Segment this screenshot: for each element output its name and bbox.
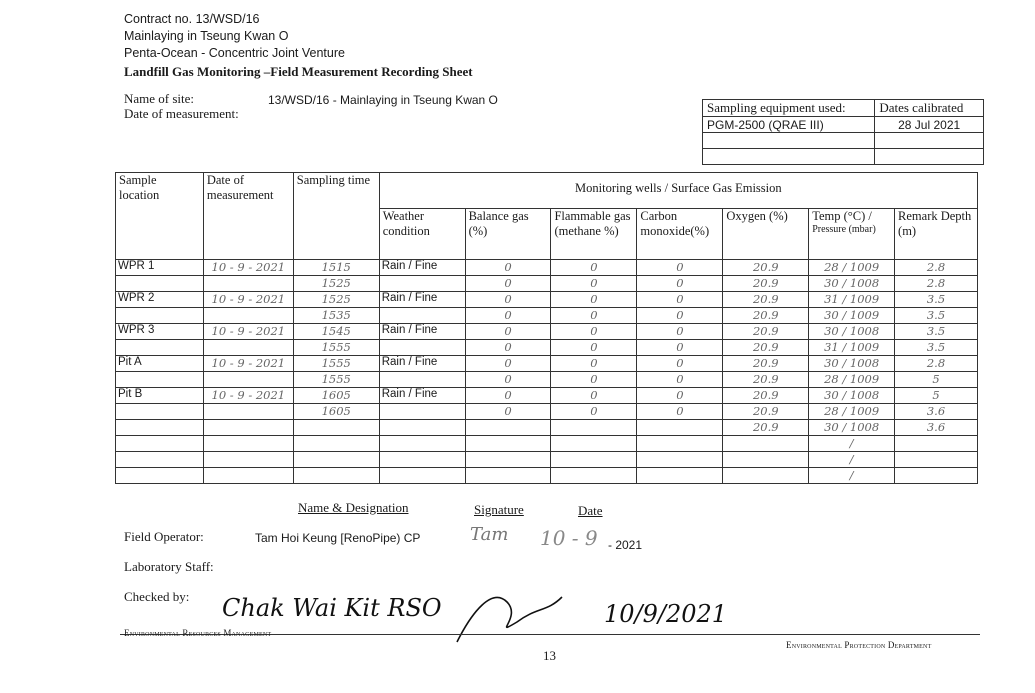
- cell-oxygen: 20.9: [723, 388, 809, 404]
- footer-right: Environmental Protection Department: [786, 640, 932, 650]
- cell-sample-location: [116, 308, 204, 324]
- cell-flammable-gas: 0: [551, 292, 637, 308]
- cell-carbon-monoxide: 0: [637, 292, 723, 308]
- cell-weather: [379, 468, 465, 484]
- cell-sampling-time: 1555: [293, 340, 379, 356]
- cell-balance-gas: 0: [465, 276, 551, 292]
- cell-sampling-time: 1525: [293, 276, 379, 292]
- cell-carbon-monoxide: 0: [637, 340, 723, 356]
- checked-date-hand: 10/9/2021: [604, 600, 728, 628]
- table-row: [116, 292, 978, 308]
- cell-flammable-gas: 0: [551, 324, 637, 340]
- date-header: Date: [578, 503, 603, 518]
- cell-sample-location: [116, 420, 204, 436]
- field-operator-name: Tam Hoi Keung [RenoPipe) CP: [255, 531, 421, 545]
- cell-date: [203, 436, 293, 452]
- cell-balance-gas: 0: [465, 292, 551, 308]
- cell-balance-gas: 0: [465, 356, 551, 372]
- table-row: [116, 388, 978, 404]
- cell-weather: [379, 372, 465, 388]
- table-row: [116, 404, 978, 420]
- laboratory-staff-label: Laboratory Staff:: [124, 559, 214, 574]
- cell-date: [203, 452, 293, 468]
- cell-date: 10 - 9 - 2021: [203, 324, 293, 340]
- calibrated-header: Dates calibrated: [875, 100, 984, 117]
- cell-balance-gas: 0: [465, 308, 551, 324]
- cell-oxygen: [723, 452, 809, 468]
- cell-balance-gas: 0: [465, 388, 551, 404]
- project-name: Mainlaying in Tseung Kwan O: [124, 29, 289, 43]
- cell-date: [203, 276, 293, 292]
- cell-flammable-gas: 0: [551, 260, 637, 276]
- cell-weather: [379, 276, 465, 292]
- cell-sampling-time: [293, 452, 379, 468]
- table-row: [116, 452, 978, 468]
- cell-flammable-gas: 0: [551, 276, 637, 292]
- table-row: [116, 356, 978, 372]
- cell-weather: [379, 308, 465, 324]
- cell-oxygen: 20.9: [723, 260, 809, 276]
- cell-sample-location: [116, 372, 204, 388]
- cell-sampling-time: [293, 468, 379, 484]
- cell-weather: [379, 404, 465, 420]
- cell-flammable-gas: 0: [551, 340, 637, 356]
- cell-flammable-gas: [551, 420, 637, 436]
- cell-oxygen: [723, 436, 809, 452]
- cell-carbon-monoxide: 0: [637, 404, 723, 420]
- cell-depth: 3.5: [895, 292, 978, 308]
- measurement-table: [115, 172, 978, 484]
- equipment-value: PGM-2500 (QRAE III): [703, 117, 875, 133]
- cell-temp-pressure: /: [809, 436, 895, 452]
- cell-depth: 3.5: [895, 340, 978, 356]
- site-name-label: Name of site:: [124, 91, 195, 106]
- contractor-name: Penta-Ocean - Concentric Joint Venture: [124, 46, 345, 60]
- calibrated-empty-cell: [875, 133, 984, 149]
- cell-sampling-time: [293, 420, 379, 436]
- cell-balance-gas: [465, 468, 551, 484]
- cell-sample-location: [116, 452, 204, 468]
- cell-balance-gas: 0: [465, 260, 551, 276]
- field-operator-label: Field Operator:: [124, 529, 204, 544]
- cell-sample-location: Pit A: [116, 356, 204, 372]
- cell-depth: 5: [895, 372, 978, 388]
- cell-carbon-monoxide: [637, 436, 723, 452]
- cell-depth: 3.6: [895, 420, 978, 436]
- table-row: [116, 260, 978, 276]
- cell-balance-gas: 0: [465, 372, 551, 388]
- cell-flammable-gas: 0: [551, 308, 637, 324]
- cell-weather: Rain / Fine: [379, 292, 465, 308]
- cell-depth: 3.5: [895, 324, 978, 340]
- cell-temp-pressure: 30 / 1009: [809, 308, 895, 324]
- cell-depth: [895, 436, 978, 452]
- date-of-measurement-label: Date of measurement:: [124, 106, 239, 121]
- cell-flammable-gas: [551, 436, 637, 452]
- contract-number: Contract no. 13/WSD/16: [124, 12, 260, 26]
- cell-flammable-gas: [551, 468, 637, 484]
- cell-carbon-monoxide: [637, 420, 723, 436]
- cell-sample-location: [116, 404, 204, 420]
- cell-sampling-time: 1555: [293, 372, 379, 388]
- equipment-table: [702, 99, 984, 165]
- signature-header: Signature: [474, 502, 524, 517]
- cell-temp-pressure: 30 / 1008: [809, 356, 895, 372]
- cell-sampling-time: 1535: [293, 308, 379, 324]
- table-row: [116, 468, 978, 484]
- checked-by-label: Checked by:: [124, 589, 190, 604]
- cell-temp-pressure: 28 / 1009: [809, 260, 895, 276]
- cell-temp-pressure: 31 / 1009: [809, 292, 895, 308]
- table-row: [116, 372, 978, 388]
- cell-carbon-monoxide: 0: [637, 324, 723, 340]
- header-temp: Temp (°C) /: [812, 209, 872, 223]
- cell-carbon-monoxide: 0: [637, 388, 723, 404]
- field-operator-year: - 2021: [608, 538, 643, 552]
- cell-weather: [379, 452, 465, 468]
- cell-carbon-monoxide: 0: [637, 356, 723, 372]
- cell-oxygen: 20.9: [723, 420, 809, 436]
- header-sample-location: Sample location: [116, 173, 204, 260]
- cell-sample-location: [116, 436, 204, 452]
- cell-oxygen: [723, 468, 809, 484]
- cell-temp-pressure: 30 / 1008: [809, 420, 895, 436]
- table-row: [116, 324, 978, 340]
- cell-temp-pressure: 30 / 1008: [809, 388, 895, 404]
- cell-temp-pressure: /: [809, 468, 895, 484]
- cell-oxygen: 20.9: [723, 324, 809, 340]
- header-temp-pressure: [809, 209, 895, 260]
- cell-sample-location: Pit B: [116, 388, 204, 404]
- cell-sample-location: WPR 3: [116, 324, 204, 340]
- table-row: [116, 436, 978, 452]
- name-designation-header: Name & Designation: [298, 500, 409, 515]
- cell-weather: Rain / Fine: [379, 324, 465, 340]
- header-weather: Weather condition: [379, 209, 465, 260]
- cell-date: [203, 404, 293, 420]
- cell-temp-pressure: /: [809, 452, 895, 468]
- cell-carbon-monoxide: [637, 452, 723, 468]
- footer-left: Environmental Resources Management: [124, 628, 272, 638]
- cell-temp-pressure: 30 / 1008: [809, 276, 895, 292]
- cell-sample-location: [116, 468, 204, 484]
- site-name-value: 13/WSD/16 - Mainlaying in Tseung Kwan O: [268, 93, 498, 107]
- header-remark-depth: Remark Depth (m): [895, 209, 978, 260]
- cell-balance-gas: [465, 420, 551, 436]
- sheet-title: Landfill Gas Monitoring –Field Measurement Recording Sheet: [124, 64, 473, 79]
- table-row: [116, 308, 978, 324]
- cell-depth: 3.6: [895, 404, 978, 420]
- cell-weather: Rain / Fine: [379, 260, 465, 276]
- cell-oxygen: 20.9: [723, 276, 809, 292]
- cell-sampling-time: [293, 436, 379, 452]
- cell-temp-pressure: 28 / 1009: [809, 404, 895, 420]
- cell-sample-location: [116, 340, 204, 356]
- cell-temp-pressure: 28 / 1009: [809, 372, 895, 388]
- field-operator-date-hand: 10 - 9: [540, 526, 598, 550]
- table-row: [116, 340, 978, 356]
- equipment-header: Sampling equipment used:: [703, 100, 875, 117]
- cell-balance-gas: [465, 436, 551, 452]
- header-sampling-time: Sampling time: [293, 173, 379, 260]
- equipment-empty-cell: [703, 149, 875, 165]
- cell-carbon-monoxide: 0: [637, 276, 723, 292]
- cell-flammable-gas: [551, 452, 637, 468]
- header-date: Date of measurement: [203, 173, 293, 260]
- cell-date: [203, 468, 293, 484]
- cell-depth: 2.8: [895, 356, 978, 372]
- cell-flammable-gas: 0: [551, 372, 637, 388]
- cell-temp-pressure: 31 / 1009: [809, 340, 895, 356]
- cell-sample-location: [116, 276, 204, 292]
- calibrated-empty-cell: [875, 149, 984, 165]
- cell-depth: 5: [895, 388, 978, 404]
- cell-weather: Rain / Fine: [379, 388, 465, 404]
- cell-temp-pressure: 30 / 1008: [809, 324, 895, 340]
- header-flammable-gas: Flammable gas (methane %): [551, 209, 637, 260]
- cell-carbon-monoxide: [637, 468, 723, 484]
- cell-depth: [895, 452, 978, 468]
- header-pressure: Pressure (mbar): [812, 224, 876, 235]
- header-oxygen: Oxygen (%): [723, 209, 809, 260]
- cell-sampling-time: 1605: [293, 404, 379, 420]
- cell-carbon-monoxide: 0: [637, 308, 723, 324]
- cell-date: 10 - 9 - 2021: [203, 292, 293, 308]
- cell-sampling-time: 1525: [293, 292, 379, 308]
- cell-oxygen: 20.9: [723, 292, 809, 308]
- cell-weather: [379, 420, 465, 436]
- cell-date: 10 - 9 - 2021: [203, 260, 293, 276]
- header-balance-gas: Balance gas (%): [465, 209, 551, 260]
- cell-oxygen: 20.9: [723, 404, 809, 420]
- table-row: [116, 276, 978, 292]
- cell-sample-location: WPR 2: [116, 292, 204, 308]
- calibrated-value: 28 Jul 2021: [875, 117, 984, 133]
- cell-date: [203, 340, 293, 356]
- table-row: [116, 420, 978, 436]
- cell-date: 10 - 9 - 2021: [203, 388, 293, 404]
- cell-carbon-monoxide: 0: [637, 260, 723, 276]
- cell-sampling-time: 1605: [293, 388, 379, 404]
- cell-date: 10 - 9 - 2021: [203, 356, 293, 372]
- checked-by-signature-name: Chak Wai Kit RSO: [222, 594, 442, 622]
- page-number: 13: [543, 648, 556, 663]
- cell-oxygen: 20.9: [723, 308, 809, 324]
- cell-weather: Rain / Fine: [379, 356, 465, 372]
- cell-balance-gas: [465, 452, 551, 468]
- cell-carbon-monoxide: 0: [637, 372, 723, 388]
- cell-depth: 3.5: [895, 308, 978, 324]
- checked-by-signature-scribble: [452, 582, 572, 652]
- cell-flammable-gas: 0: [551, 356, 637, 372]
- cell-sampling-time: 1555: [293, 356, 379, 372]
- cell-balance-gas: 0: [465, 404, 551, 420]
- equipment-empty-cell: [703, 133, 875, 149]
- cell-depth: 2.8: [895, 260, 978, 276]
- cell-weather: [379, 436, 465, 452]
- cell-sampling-time: 1545: [293, 324, 379, 340]
- cell-weather: [379, 340, 465, 356]
- cell-oxygen: 20.9: [723, 372, 809, 388]
- cell-oxygen: 20.9: [723, 340, 809, 356]
- cell-date: [203, 308, 293, 324]
- cell-depth: 2.8: [895, 276, 978, 292]
- cell-date: [203, 372, 293, 388]
- cell-oxygen: 20.9: [723, 356, 809, 372]
- cell-date: [203, 420, 293, 436]
- cell-balance-gas: 0: [465, 324, 551, 340]
- cell-flammable-gas: 0: [551, 404, 637, 420]
- cell-balance-gas: 0: [465, 340, 551, 356]
- field-operator-signature: Tam: [470, 524, 509, 545]
- header-monitoring: Monitoring wells / Surface Gas Emission: [379, 173, 977, 209]
- header-carbon-monoxide: Carbon monoxide(%): [637, 209, 723, 260]
- cell-sample-location: WPR 1: [116, 260, 204, 276]
- cell-flammable-gas: 0: [551, 388, 637, 404]
- cell-sampling-time: 1515: [293, 260, 379, 276]
- cell-depth: [895, 468, 978, 484]
